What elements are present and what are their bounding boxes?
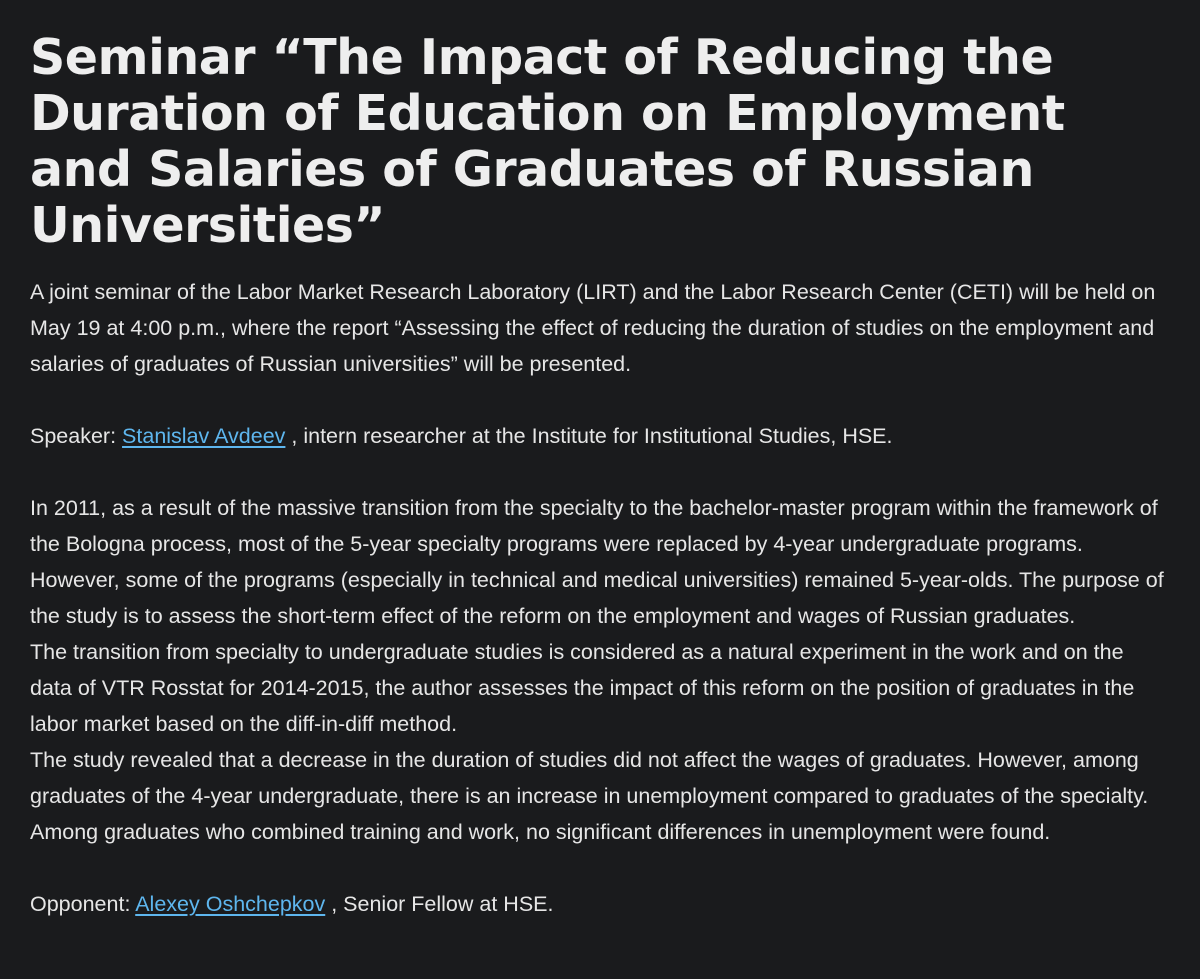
spacer [30,382,1170,418]
opponent-link[interactable]: Alexey Oshchepkov [135,892,326,916]
description-paragraph: In 2011, as a result of the massive transition from the specialty to the bachelor-master program within the framework of the Bologna process, most of the 5-year specialty programs were replaced by 4-year undergraduate programs. However, some of the programs (especially in technical and medical universities) remained 5-year-olds. The purpose of the study is to assess the short-term effect of the reform on the employment and wages of Russian graduates. [30,496,1164,628]
spacer [30,454,1170,490]
page-title: Seminar “The Impact of Reducing the Duration of Education on Employment and Salaries of Graduates of Russian Universities” [30,29,1065,254]
speaker-line [30,418,1170,454]
spacer [30,850,1170,886]
intro-paragraph: A joint seminar of the Labor Market Research Laboratory (LIRT) and the Labor Research Center (CETI) will be held on May 19 at 4:00 p.m., where the report “Assessing the effect of reducing the duration of studies on the employment and salaries of graduates of Russian universities” will be presented. [30,280,1156,376]
article-body [30,274,1170,922]
speaker-link[interactable]: Stanislav Avdeev [122,424,286,448]
speaker-label: Speaker: [30,424,117,448]
opponent-line [30,886,1170,922]
opponent-label: Opponent: [30,892,131,916]
speaker-role: , intern researcher at the Institute for Institutional Studies, HSE. [291,424,893,448]
description-paragraph: The transition from specialty to undergraduate studies is considered as a natural experiment in the work and on the data of VTR Rosstat for 2014-2015, the author assesses the impact of this reform on the position of graduates in the labor market based on the diff-in-diff method. [30,640,1135,736]
description-paragraph: The study revealed that a decrease in the duration of studies did not affect the wages of graduates. However, among graduates of the 4-year undergraduate, there is an increase in unemployment compared to graduates of the specialty. Among graduates who combined training and work, no significant differences in unemployment were found. [30,748,1149,844]
opponent-role: , Senior Fellow at HSE. [331,892,554,916]
